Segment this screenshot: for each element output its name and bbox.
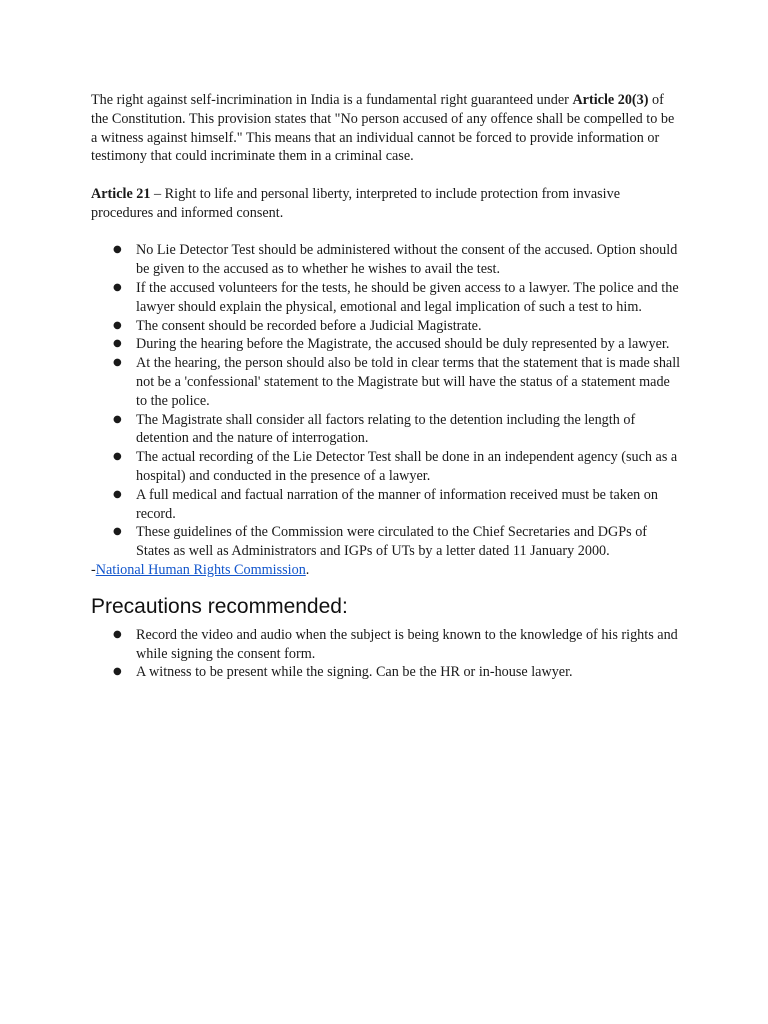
bullet-icon: ●	[113, 628, 122, 640]
list-item-text: The Magistrate shall consider all factors relating to the detention including the length of detention and the nature of interrogation.	[136, 411, 636, 447]
paragraph-spacer	[91, 223, 681, 242]
precautions-heading: Precautions recommended:	[91, 594, 348, 618]
intro-text-before: The right against self-incrimination in India is a fundamental right guaranteed under	[91, 92, 573, 108]
list-item-text: The consent should be recorded before a Judicial Magistrate.	[136, 317, 482, 334]
article-21-text: – Right to life and personal liberty, interpreted to include protection from invasive procedures and informed consent.	[91, 185, 620, 221]
list-item-text: At the hearing, the person should also be told in clear terms that the statement that is made shall not be a 'confessional' statement to the Magistrate but will have the status of a statement made to the police.	[136, 355, 681, 409]
list-item	[91, 626, 681, 664]
bullet-icon: ●	[113, 413, 122, 425]
intro-text-after: of the Constitution. This provision states that "No person accused of any offence shall be compelled to be a witness against himself." This means that an individual cannot be forced to provide information or testimony that could incriminate them in a criminal case.	[91, 92, 675, 165]
intro-paragraph	[91, 91, 681, 166]
list-item-text: If the accused volunteers for the tests, he should be given access to a lawyer. The police and the lawyer should explain the physical, emotional and legal implication of such a test to him.	[136, 279, 679, 315]
bullet-icon: ●	[113, 338, 122, 350]
bullet-icon: ●	[113, 244, 122, 256]
source-prefix: -	[91, 561, 96, 578]
bullet-icon: ●	[113, 319, 122, 331]
list-item	[91, 241, 681, 279]
bullet-icon: ●	[113, 451, 122, 463]
list-item	[91, 411, 681, 449]
list-item-text: No Lie Detector Test should be administered without the consent of the accused. Option should be given to the accused as to whether he wishes to avail the test.	[136, 242, 678, 278]
document-page	[91, 91, 681, 682]
bullet-icon: ●	[113, 357, 122, 369]
precautions-list	[91, 626, 681, 682]
bullet-icon: ●	[113, 666, 122, 678]
list-item	[91, 486, 681, 524]
list-item-text: During the hearing before the Magistrate, the accused should be duly represented by a lawyer.	[136, 336, 670, 353]
bullet-icon: ●	[113, 281, 122, 293]
list-item-text: Record the video and audio when the subject is being known to the knowledge of his rights and while signing the consent form.	[136, 626, 678, 662]
bullet-icon: ●	[113, 526, 122, 538]
article-20-3-label: Article 20(3)	[572, 92, 649, 108]
list-item	[91, 335, 681, 354]
list-item	[91, 523, 681, 561]
list-item	[91, 448, 681, 486]
list-item	[91, 354, 681, 410]
list-item-text: A full medical and factual narration of the manner of information received must be taken on record.	[136, 486, 658, 522]
article-21-label: Article 21	[91, 185, 151, 202]
paragraph-spacer	[91, 166, 681, 185]
guidelines-list	[91, 241, 681, 561]
list-item-text: A witness to be present while the signing. Can be the HR or in-house lawyer.	[136, 664, 573, 681]
list-item	[91, 279, 681, 317]
source-suffix: .	[305, 561, 310, 578]
list-item	[91, 663, 681, 682]
article-21-paragraph	[91, 185, 681, 223]
list-item-text: These guidelines of the Commission were circulated to the Chief Secretaries and DGPs of States as well as Administrators and IGPs of UTs by a letter dated 11 January 2000.	[136, 524, 648, 560]
list-item	[91, 317, 681, 336]
source-line	[91, 561, 681, 580]
bullet-icon: ●	[113, 488, 122, 500]
nhrc-link[interactable]: National Human Rights Commission	[95, 561, 306, 578]
list-item-text: The actual recording of the Lie Detector Test shall be done in an independent agency (such as a hospital) and conducted in the presence of a lawyer.	[136, 449, 678, 484]
